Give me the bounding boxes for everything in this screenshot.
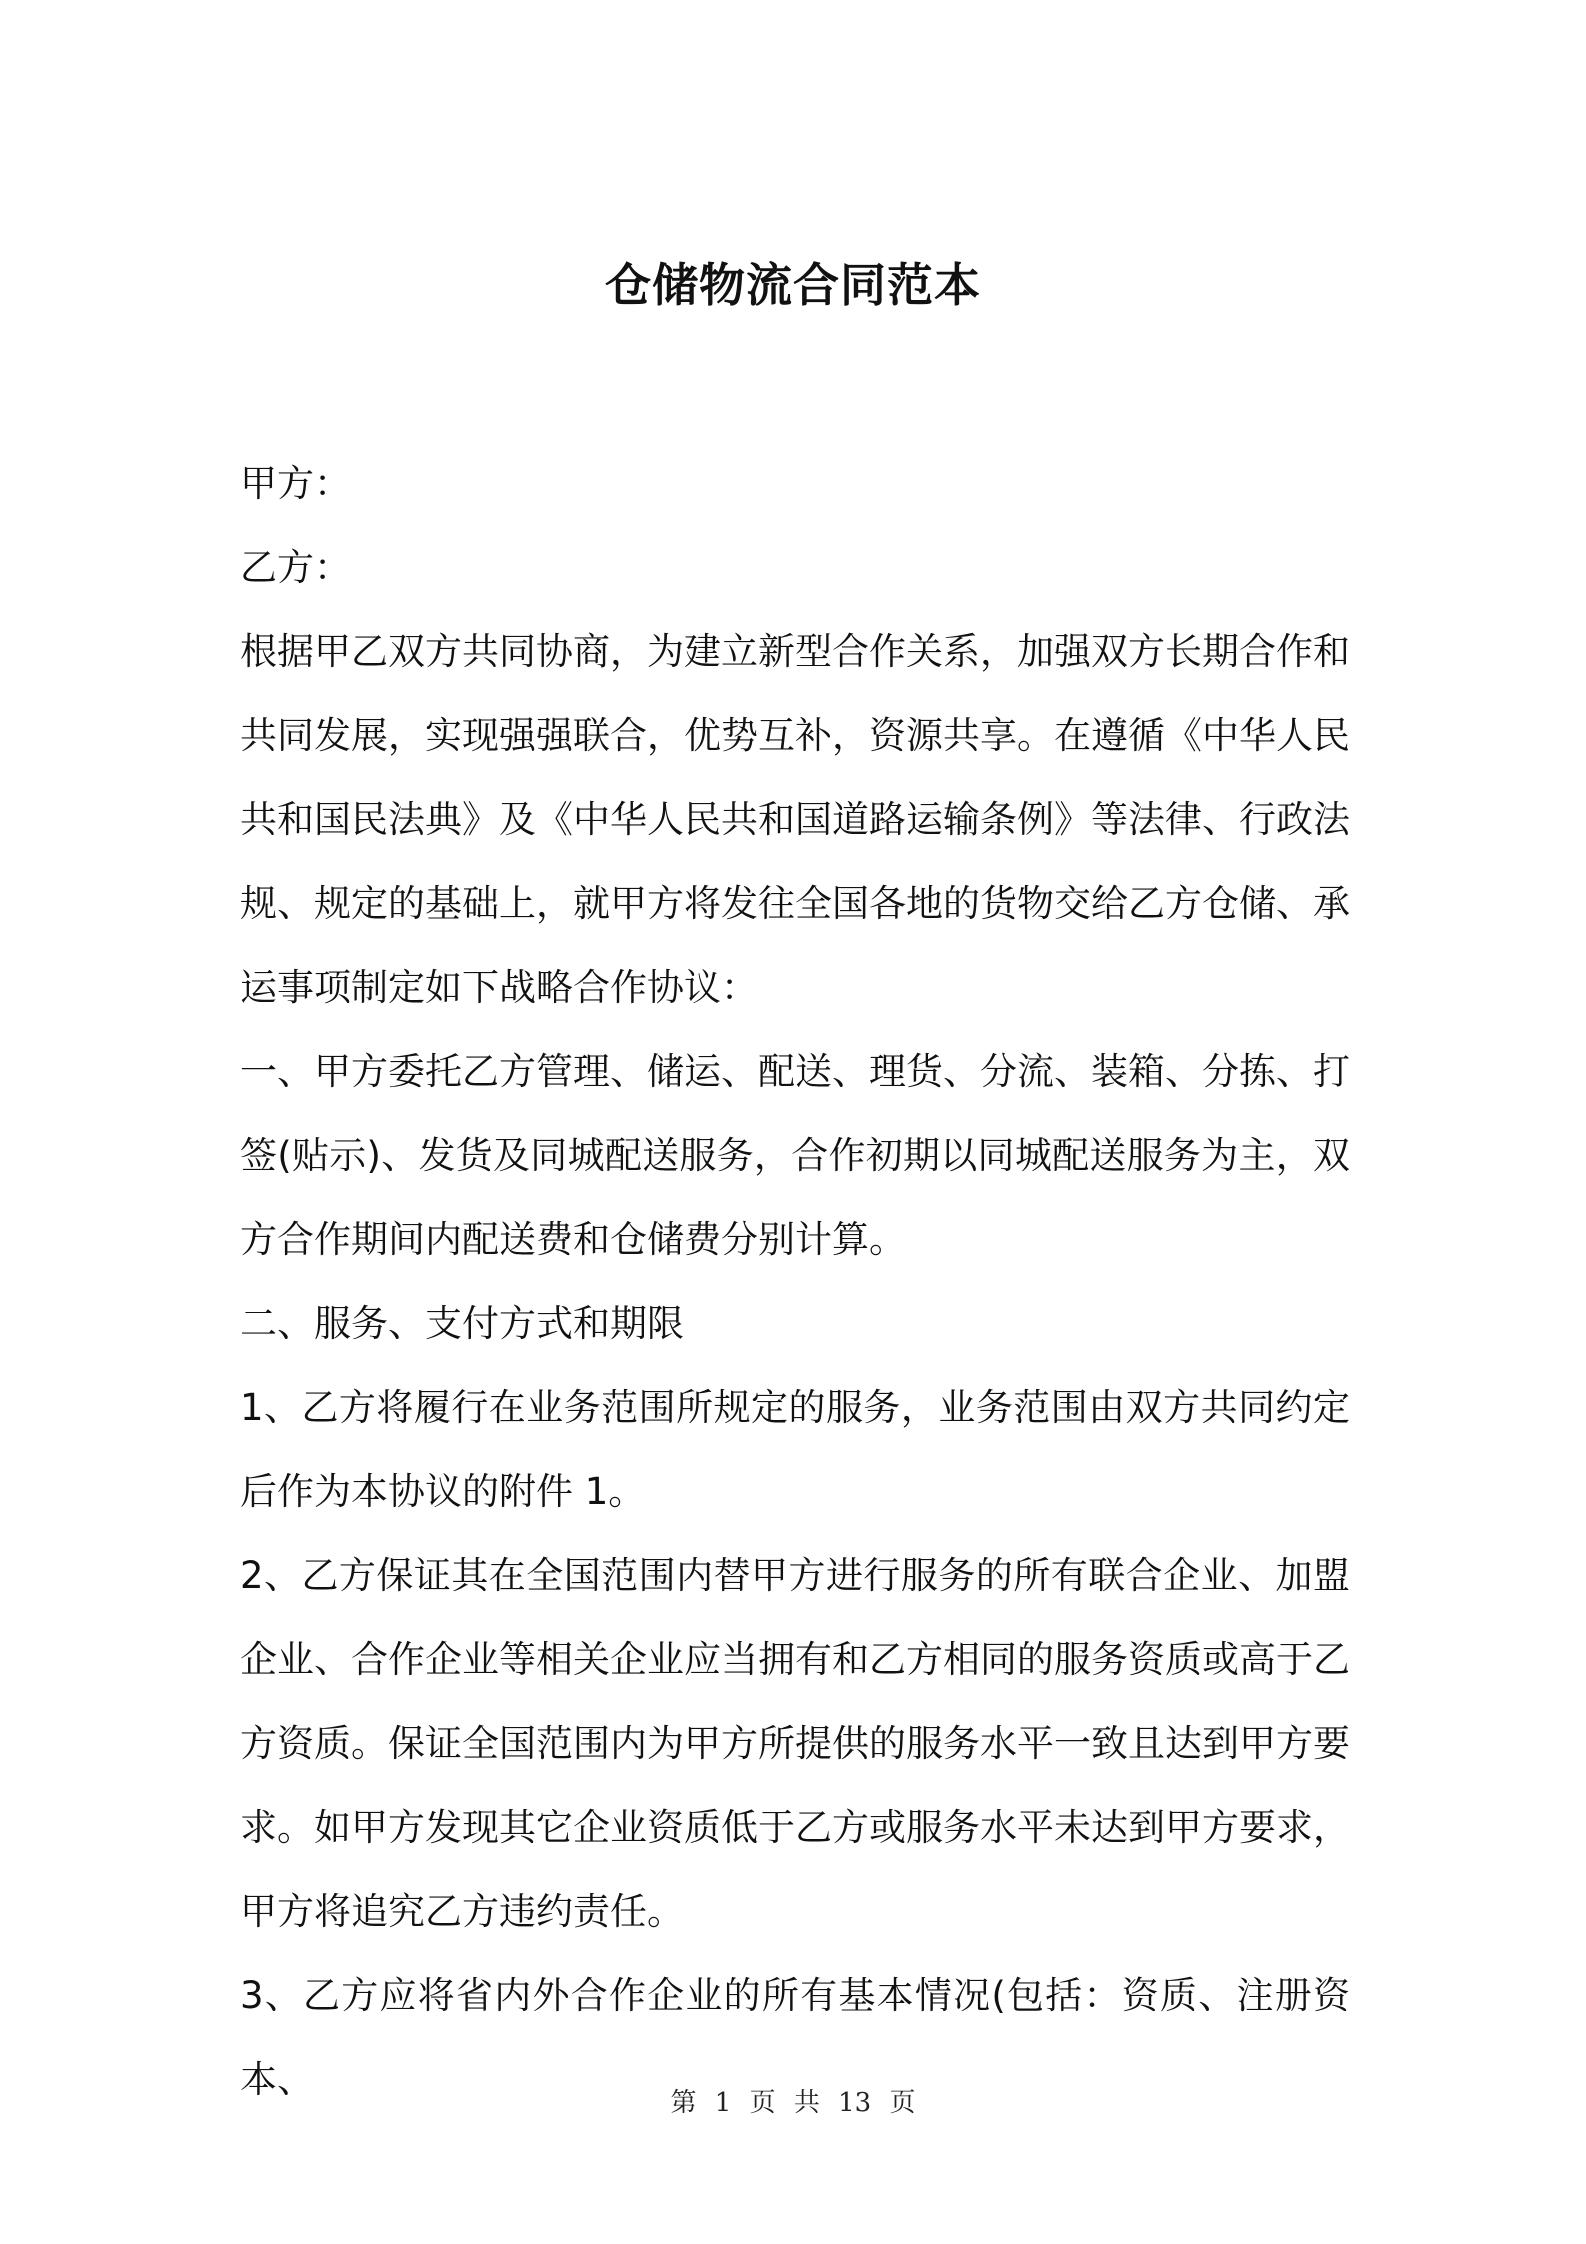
item-2-paragraph: 2、乙方保证其在全国范围内替甲方进行服务的所有联合企业、加盟企业、合作企业等相关企业应当拥有和乙方相同的服务资质或高于乙方资质。保证全国范围内为甲方所提供的服务水平一致且达到甲方要求。如甲方发现其它企业资质低于乙方或服务水平未达到甲方要求，甲方将追究乙方违约责任。 [240,1554,1350,1933]
item-3-paragraph: 3、乙方应将省内外合作企业的所有基本情况(包括：资质、注册资本、 [240,1974,1350,2101]
document-title: 仓储物流合同范本 [605,258,981,312]
section-2-heading: 二、服务、支付方式和期限 [240,1302,684,1345]
page-footer: 第 1 页 共 13 页 [670,2088,916,2118]
party-b-line: 乙方： [240,546,351,589]
clause-1-paragraph: 一、甲方委托乙方管理、储运、配送、理货、分流、装箱、分拣、打签(贴示)、发货及同城配送服务，合作初期以同城配送服务为主，双方合作期间内配送费和仓储费分别计算。 [240,1050,1350,1261]
preamble-paragraph: 根据甲乙双方共同协商，为建立新型合作关系，加强双方长期合作和共同发展，实现强强联合，优势互补，资源共享。在遵循《中华人民共和国民法典》及《中华人民共和国道路运输条例》等法律、行政法规、规定的基础上，就甲方将发往全国各地的货物交给乙方仓储、承运事项制定如下战略合作协议： [240,630,1350,1009]
item-1-paragraph: 1、乙方将履行在业务范围所规定的服务，业务范围由双方共同约定后作为本协议的附件 1。 [240,1386,1350,1513]
document-body [240,442,1350,2122]
party-a-line: 甲方： [240,462,351,505]
